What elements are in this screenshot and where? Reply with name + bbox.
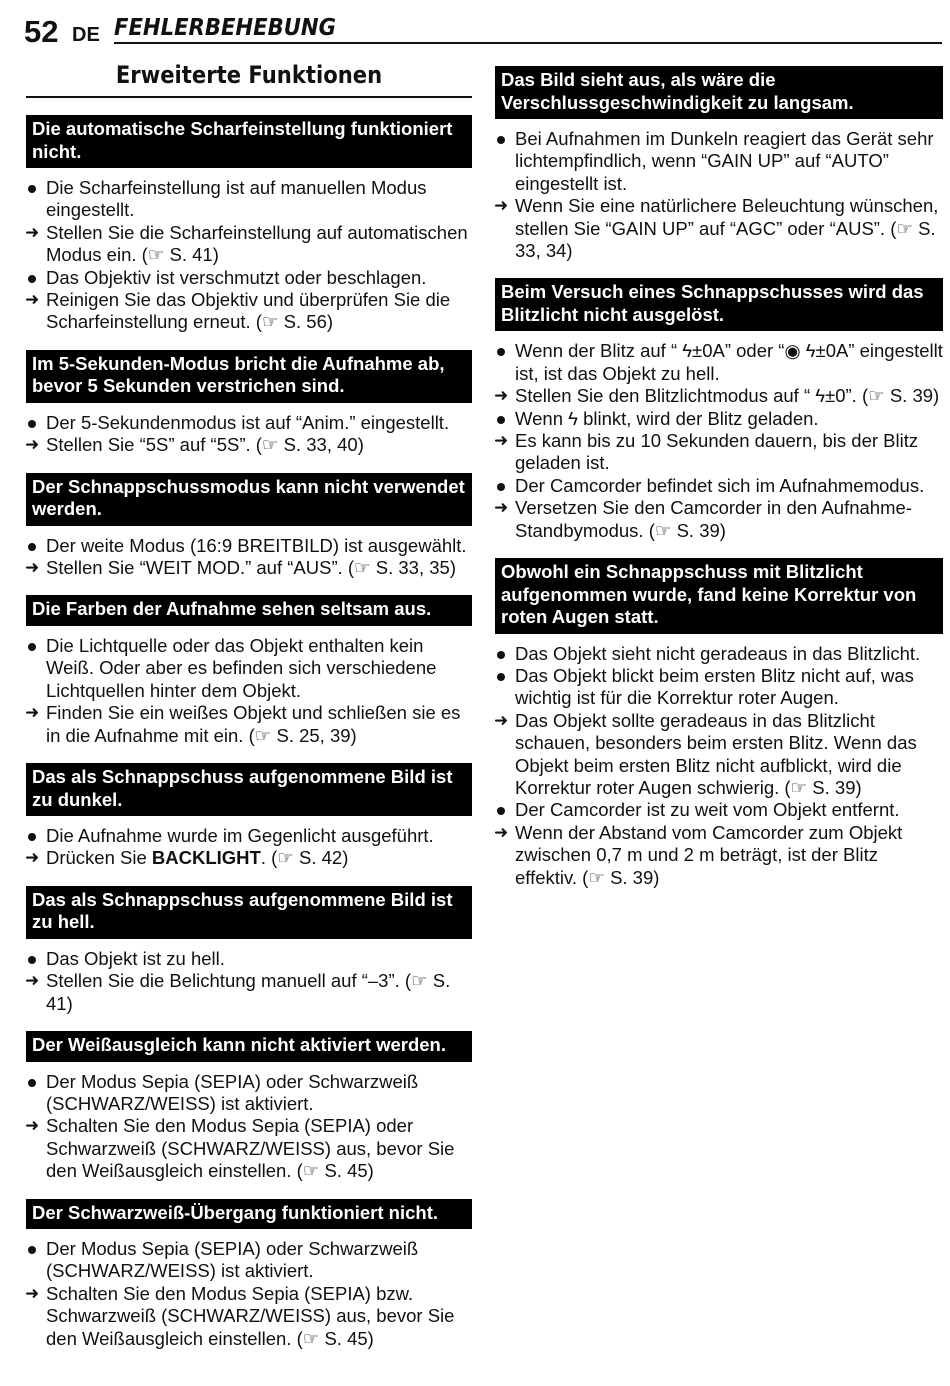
item-text: Bei Aufnahmen im Dunkeln reagiert das Gerät sehr lichtempfindlich, wenn “GAIN UP” auf “AUTO” eingestellt ist. <box>515 128 934 194</box>
topic-heading: Das als Schnappschuss aufgenommene Bild ist zu dunkel. <box>26 763 472 816</box>
topic-block <box>26 473 472 580</box>
item-text: Das Objekt sollte geradeaus in das Blitzlicht schauen, besonders beim ersten Blitz. Wenn das Objekt beim ersten Blitz nicht aufblickt, wird die Korrektur roter Augen schwierig. (☞ S. 39) <box>515 709 917 799</box>
item-text: . (☞ S. 42) <box>260 847 349 869</box>
cause-item <box>26 267 472 289</box>
arrow-right-icon: ➜ <box>494 498 509 518</box>
topic-block <box>26 1031 472 1183</box>
topic-heading: Das als Schnappschuss aufgenommene Bild ist zu hell. <box>26 886 472 939</box>
arrow-right-icon: ➜ <box>494 431 509 451</box>
arrow-right-icon: ➜ <box>494 386 509 406</box>
topic-block <box>26 886 472 1015</box>
language-code: DE <box>72 24 100 46</box>
item-text: Stellen Sie “5S” auf “5S”. (☞ S. 33, 40) <box>46 434 364 456</box>
arrow-right-icon: ➜ <box>494 710 509 730</box>
page-number: 52 <box>24 14 59 49</box>
header-rule <box>114 42 942 44</box>
topic-block <box>495 558 943 889</box>
arrow-right-icon: ➜ <box>25 971 40 991</box>
item-text: Wenn ϟ blinkt, wird der Blitz geladen. <box>515 407 819 429</box>
cause-item <box>495 408 943 430</box>
remedy-item <box>26 1283 472 1350</box>
item-text: Stellen Sie den Blitzlichtmodus auf “ ϟ±0”. (☞ S. 39) <box>515 385 940 407</box>
arrow-right-icon: ➜ <box>494 196 509 216</box>
section-title: Erweiterte Funktionen <box>115 61 383 89</box>
topic-heading: Der Schwarzweiß-Übergang funktioniert nicht. <box>26 1199 472 1230</box>
section-rule <box>26 96 472 98</box>
topic-heading: Im 5-Sekunden-Modus bricht die Aufnahme ab, bevor 5 Sekunden verstrichen sind. <box>26 350 472 403</box>
cause-item <box>26 412 472 434</box>
remedy-item <box>495 710 943 800</box>
topic-block <box>26 763 472 870</box>
cause-item <box>495 475 943 497</box>
remedy-item <box>26 557 472 579</box>
item-text: Es kann bis zu 10 Sekunden dauern, bis der Blitz geladen ist. <box>515 430 919 474</box>
left-topics <box>26 115 472 1350</box>
right-topics <box>495 66 943 889</box>
remedy-item <box>26 434 472 456</box>
arrow-right-icon: ➜ <box>25 558 40 578</box>
item-text: Wenn der Blitz auf “ ϟ±0A” oder “◉ ϟ±0A” eingestellt ist, ist das Objekt zu hell. <box>515 340 943 384</box>
topic-block <box>26 115 472 334</box>
cause-item <box>26 1071 472 1116</box>
button-name: BACKLIGHT <box>151 847 261 869</box>
remedy-item <box>495 497 943 542</box>
topic-block <box>495 278 943 542</box>
item-text: Der Camcorder ist zu weit vom Objekt entfernt. <box>515 799 900 821</box>
item-text: Versetzen Sie den Camcorder in den Aufnahme-Standbymodus. (☞ S. 39) <box>515 497 912 541</box>
topic-heading: Obwohl ein Schnappschuss mit Blitzlicht aufgenommen wurde, fand keine Korrektur von roten Augen statt. <box>495 558 943 634</box>
cause-item <box>26 535 472 557</box>
remedy-item <box>26 1115 472 1182</box>
remedy-item <box>495 195 943 262</box>
item-text: Wenn der Abstand vom Camcorder zum Objekt zwischen 0,7 m und 2 m beträgt, ist der Blitz effektiv. (☞ S. 39) <box>515 821 903 888</box>
arrow-right-icon: ➜ <box>25 1116 40 1136</box>
chapter-title: FEHLERBEHEBUNG <box>114 15 336 41</box>
item-text: Das Objekt ist zu hell. <box>46 947 225 969</box>
item-text: Stellen Sie die Scharfeinstellung auf automatischen Modus ein. (☞ S. 41) <box>46 221 468 266</box>
item-text: Drücken Sie <box>46 847 152 869</box>
remedy-item <box>26 847 472 869</box>
cause-item <box>495 128 943 195</box>
item-text: Das Objekt sieht nicht geradeaus in das Blitzlicht. <box>515 642 921 664</box>
remedy-item <box>495 430 943 475</box>
cause-item <box>26 825 472 847</box>
item-text: Die Scharfeinstellung ist auf manuellen Modus eingestellt. <box>46 177 427 221</box>
arrow-right-icon: ➜ <box>25 435 40 455</box>
topic-heading: Die automatische Scharfeinstellung funktioniert nicht. <box>26 115 472 168</box>
topic-block <box>495 66 943 262</box>
item-text: Die Aufnahme wurde im Gegenlicht ausgeführt. <box>46 825 434 846</box>
item-text: Das Objekt blickt beim ersten Blitz nicht auf, was wichtig ist für die Korrektur roter Augen. <box>515 665 914 709</box>
item-text: Der Modus Sepia (SEPIA) oder Schwarzweiß (SCHWARZ/WEISS) ist aktiviert. <box>46 1070 419 1114</box>
cause-item <box>26 177 472 222</box>
arrow-right-icon: ➜ <box>25 290 40 310</box>
arrow-right-icon: ➜ <box>25 848 40 868</box>
item-text: Der Camcorder befindet sich im Aufnahmemodus. <box>515 474 925 496</box>
topic-heading: Der Weißausgleich kann nicht aktiviert werden. <box>26 1031 472 1062</box>
remedy-item <box>495 385 943 407</box>
topic-heading: Der Schnappschussmodus kann nicht verwendet werden. <box>26 473 472 526</box>
remedy-item <box>26 970 472 1015</box>
item-text: Stellen Sie “WEIT MOD.” auf “AUS”. (☞ S. 33, 35) <box>46 557 456 579</box>
arrow-right-icon: ➜ <box>25 222 40 242</box>
cause-item <box>26 1238 472 1283</box>
item-text: Schalten Sie den Modus Sepia (SEPIA) oder Schwarzweiß (SCHWARZ/WEISS) aus, bevor Sie den Weißausgleich einstellen. (☞ S. 45) <box>46 1115 455 1182</box>
item-text: Die Lichtquelle oder das Objekt enthalten kein Weiß. Oder aber es befinden sich verschiedene Lichtquellen hinter dem Objekt. <box>46 634 437 701</box>
remedy-item <box>26 702 472 747</box>
cause-item <box>495 643 943 665</box>
topic-heading: Die Farben der Aufnahme sehen seltsam aus. <box>26 595 472 626</box>
remedy-item <box>26 222 472 267</box>
item-text: Der Modus Sepia (SEPIA) oder Schwarzweiß (SCHWARZ/WEISS) ist aktiviert. <box>46 1238 419 1282</box>
item-text: Das Objektiv ist verschmutzt oder beschlagen. <box>46 266 427 288</box>
item-text: Schalten Sie den Modus Sepia (SEPIA) bzw. Schwarzweiß (SCHWARZ/WEISS) aus, bevor Sie den Weißausgleich einstellen. (☞ S. 45) <box>46 1282 455 1349</box>
topic-heading: Beim Versuch eines Schnappschusses wird das Blitzlicht nicht ausgelöst. <box>495 278 943 331</box>
arrow-right-icon: ➜ <box>494 822 509 842</box>
item-text: Der weite Modus (16:9 BREITBILD) ist ausgewählt. <box>46 534 467 556</box>
remedy-item <box>26 289 472 334</box>
cause-item <box>26 948 472 970</box>
cause-item <box>495 665 943 710</box>
cause-item <box>26 635 472 702</box>
remedy-item <box>495 822 943 889</box>
item-text: Der 5-Sekundenmodus ist auf “Anim.” eingestellt. <box>46 411 450 433</box>
arrow-right-icon: ➜ <box>25 1283 40 1303</box>
topic-block <box>26 595 472 747</box>
cause-item <box>495 340 943 385</box>
item-text: Reinigen Sie das Objektiv und überprüfen Sie die Scharfeinstellung erneut. (☞ S. 56) <box>46 289 451 333</box>
item-text: Stellen Sie die Belichtung manuell auf “–3”. (☞ S. 41) <box>46 970 451 1014</box>
page-header <box>24 14 942 48</box>
topic-block <box>26 350 472 457</box>
item-text: Wenn Sie eine natürlichere Beleuchtung wünschen, stellen Sie “GAIN UP” auf “AGC” oder “AUS”. (☞ S. 33, 34) <box>515 195 939 262</box>
item-text: Finden Sie ein weißes Objekt und schließen sie es in die Aufnahme mit ein. (☞ S. 25, 39) <box>46 702 461 746</box>
arrow-right-icon: ➜ <box>25 703 40 723</box>
topic-block <box>26 1199 472 1351</box>
right-column <box>495 66 943 905</box>
topic-heading: Das Bild sieht aus, als wäre die Verschlussgeschwindigkeit zu langsam. <box>495 66 943 119</box>
left-column <box>26 60 472 1366</box>
cause-item <box>495 799 943 821</box>
